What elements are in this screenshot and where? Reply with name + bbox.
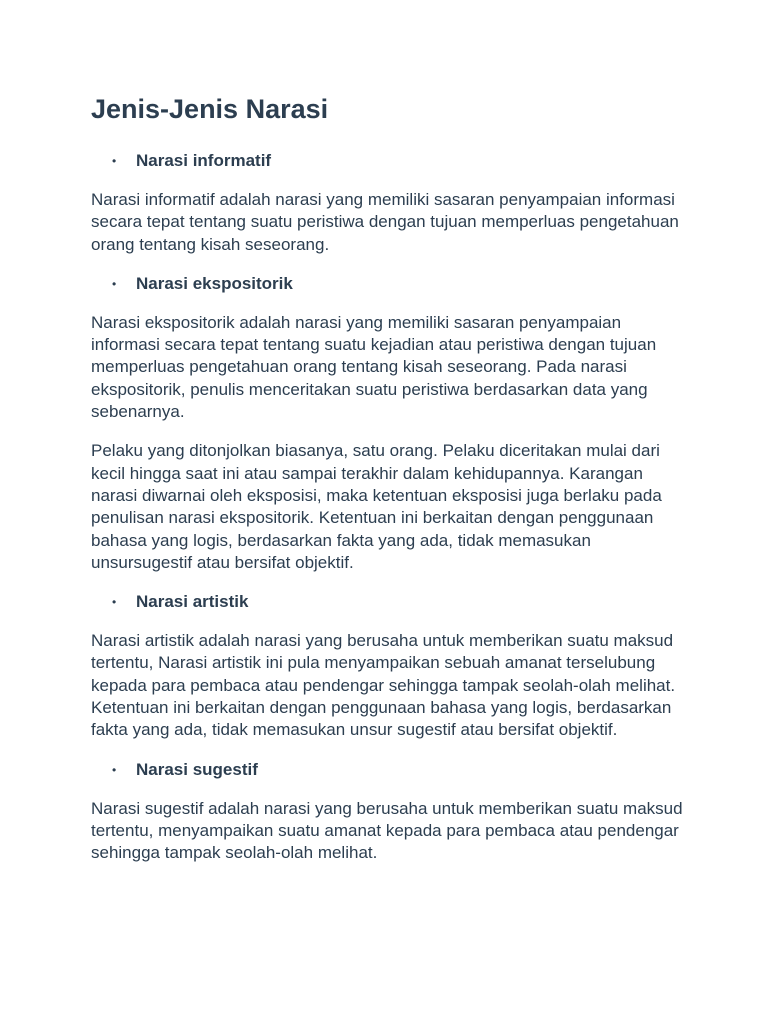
document-page: [91, 92, 691, 882]
page-title: Jenis-Jenis Narasi: [91, 94, 329, 124]
section-heading-ekspositorik: • Narasi ekspositorik: [91, 273, 691, 295]
paragraph-ekspositorik-1: Narasi ekspositorik adalah narasi yang memiliki sasaran penyampaian informasi secara tepat tentang suatu kejadian atau peristiwa dengan tujuan memperluas pengetahuan orang tentang kisah seseorang. Pada narasi ekspositorik, penulis menceritakan suatu peristiwa berdasarkan data yang sebenarnya.: [91, 312, 657, 422]
section-list-informatif: [91, 150, 691, 172]
section-heading-informatif: • Narasi informatif: [91, 150, 691, 172]
paragraph-artistik-1: Narasi artistik adalah narasi yang berusaha untuk memberikan suatu maksud tertentu, Narasi artistik ini pula menyampaikan sebuah amanat terselubung kepada para pembaca atau pendengar sehingga tampak seolah-olah melihat. Ketentuan ini berkaitan dengan penggunaan bahasa yang logis, berdasarkan fakta yang ada, tidak memasukan unsur sugestif atau bersifat objektif.: [91, 631, 676, 740]
section-list-artistik: [91, 591, 691, 613]
section-heading-artistik: • Narasi artistik: [91, 591, 691, 613]
paragraph-sugestif-1: Narasi sugestif adalah narasi yang berusaha untuk memberikan suatu maksud tertentu, menyampaikan suatu amanat kepada para pembaca atau pendengar sehingga tampak seolah-olah melihat.: [91, 798, 683, 863]
section-heading-sugestif: • Narasi sugestif: [91, 759, 691, 781]
section-list-ekspositorik: [91, 273, 691, 295]
paragraph-ekspositorik-2: Pelaku yang ditonjolkan biasanya, satu orang. Pelaku diceritakan mulai dari kecil hingga saat ini atau sampai terakhir dalam kehidupannya. Karangan narasi diwarnai oleh eksposisi, maka ketentuan eksposisi juga berlaku pada penulisan narasi ekspositorik. Ketentuan ini berkaitan dengan penggunaan bahasa yang logis, berdasarkan fakta yang ada, tidak memasukan unsursugestif atau bersifat objektif.: [91, 441, 662, 572]
paragraph-informatif-1: Narasi informatif adalah narasi yang memiliki sasaran penyampaian informasi secara tepat tentang suatu peristiwa dengan tujuan memperluas pengetahuan orang tentang kisah seseorang.: [91, 190, 679, 254]
section-list-sugestif: [91, 759, 691, 781]
